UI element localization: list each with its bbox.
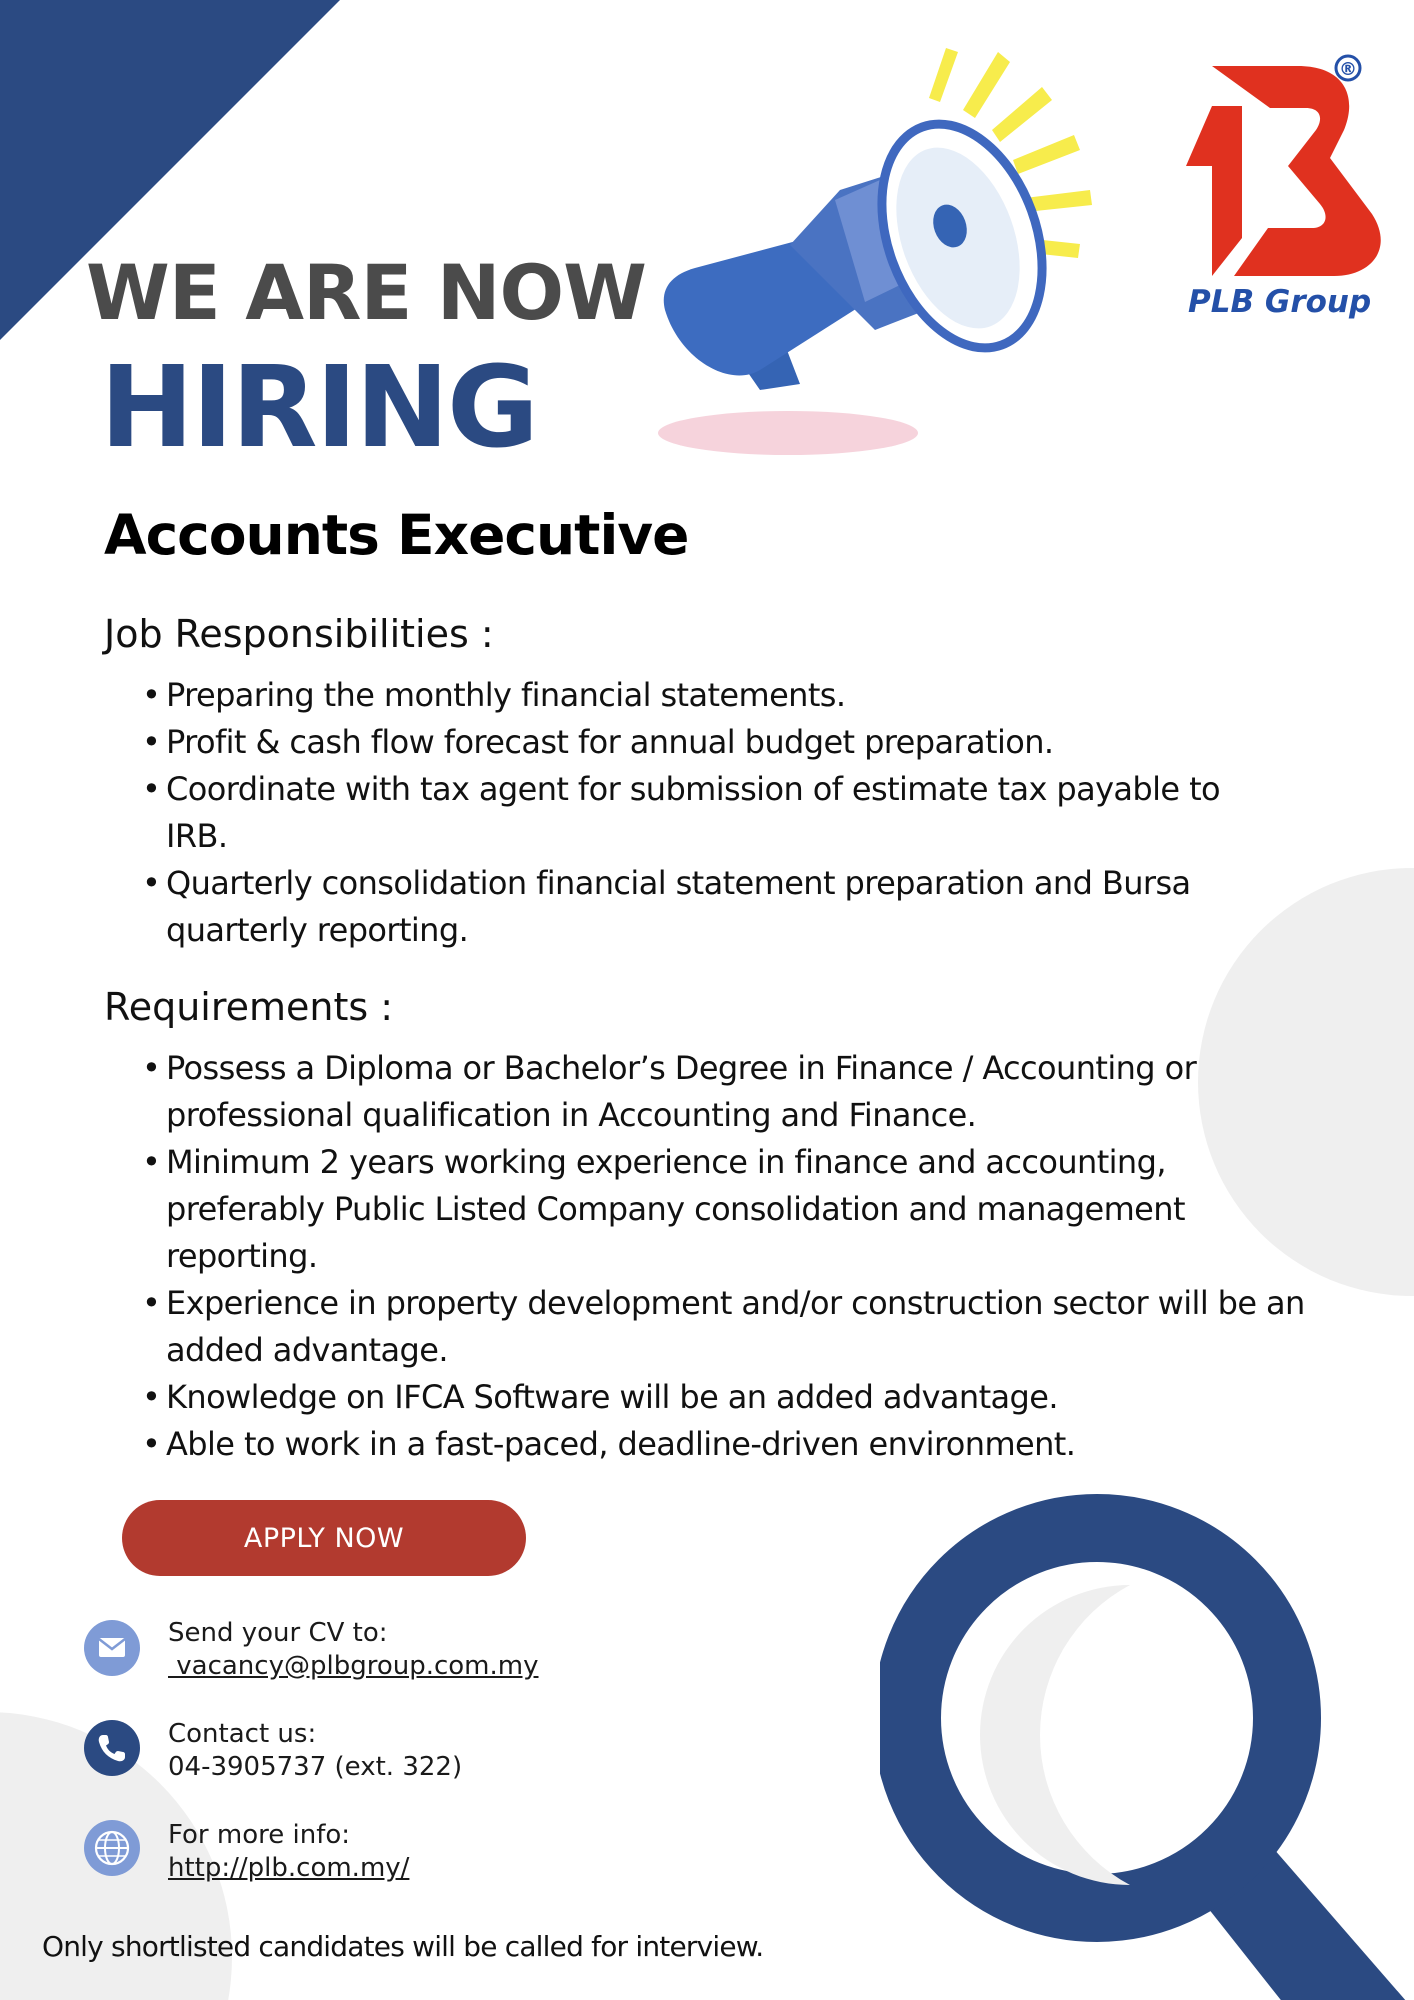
headline-hiring: HIRING	[100, 343, 537, 473]
megaphone-icon	[650, 40, 1130, 470]
requirements-heading: Requirements :	[104, 985, 394, 1029]
logo-text: PLB Group	[1188, 284, 1372, 320]
registered-mark: ®	[1339, 59, 1357, 80]
phone-icon	[84, 1720, 140, 1776]
list-item: • Knowledge on IFCA Software will be an added advantage.	[106, 1374, 1326, 1421]
website-label: For more info:	[168, 1820, 351, 1850]
globe-icon	[84, 1820, 140, 1876]
website-contact	[168, 1819, 409, 1885]
list-item: • Coordinate with tax agent for submission of estimate tax payable to IRB.	[106, 766, 1226, 860]
email-label: Send your CV to:	[168, 1618, 388, 1648]
job-title: Accounts Executive	[104, 503, 689, 567]
list-item: • Minimum 2 years working experience in finance and accounting, preferably Public Listed Company consolidation and management reporting.	[106, 1139, 1326, 1280]
email-icon	[84, 1620, 140, 1676]
phone-contact	[168, 1718, 462, 1784]
requirements-list	[106, 1045, 1326, 1468]
email-contact	[168, 1617, 539, 1683]
headline-we-are-now: WE ARE NOW	[86, 248, 646, 337]
list-item: • Able to work in a fast-paced, deadline-driven environment.	[106, 1421, 1326, 1468]
list-item: • Preparing the monthly financial statements.	[106, 672, 1226, 719]
phone-number[interactable]: 04-3905737 (ext. 322)	[168, 1752, 463, 1782]
website-link[interactable]: http://plb.com.my/	[168, 1853, 410, 1883]
list-item: • Possess a Diploma or Bachelor’s Degree in Finance / Accounting or professional qualification in Accounting and Finance.	[106, 1045, 1326, 1139]
phone-label: Contact us:	[168, 1719, 317, 1749]
list-item: • Profit & cash flow forecast for annual budget preparation.	[106, 719, 1226, 766]
list-item: • Quarterly consolidation financial statement preparation and Bursa quarterly reporting.	[106, 860, 1226, 954]
apply-now-button[interactable]: APPLY NOW	[122, 1500, 526, 1576]
responsibilities-heading: Job Responsibilities :	[104, 612, 494, 656]
plb-group-logo	[1176, 48, 1386, 328]
responsibilities-list	[106, 672, 1226, 954]
list-item: • Experience in property development and/or construction sector will be an added advantage.	[106, 1280, 1326, 1374]
magnifying-glass-icon	[880, 1480, 1414, 2000]
email-link[interactable]: vacancy@plbgroup.com.my	[168, 1651, 539, 1681]
footer-note: Only shortlisted candidates will be called for interview.	[42, 1930, 764, 1963]
